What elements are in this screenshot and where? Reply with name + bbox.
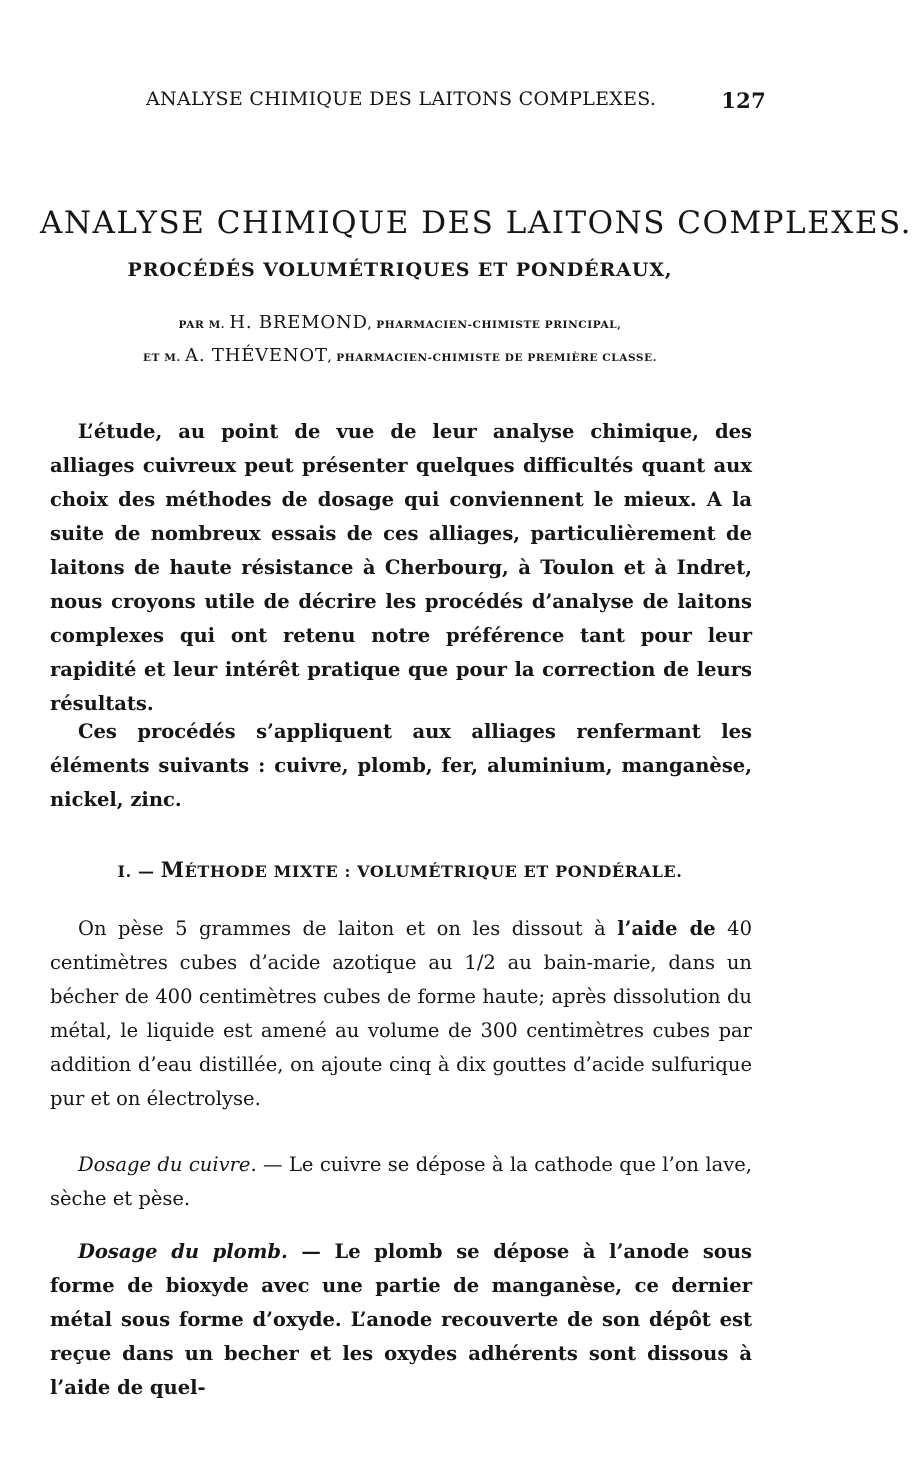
- method-paragraph: [50, 912, 752, 1116]
- author-prefix: ET M.: [143, 352, 181, 364]
- method-text-rest: 40 centimètres cubes d’acide azotique au 1/2 au bain-marie, dans un bécher de 400 centimètres cubes de forme haute; après dissolution du métal, le liquide est amené au volume de 300 centimètres cubes par addition d’eau distillée, on ajoute cinq à dix gouttes d’acide sulfurique pur et on électrolyse.: [50, 917, 752, 1110]
- lead-text: — Le plomb se dépose à l’anode sous forme de bioxyde avec une partie de manganèse, ce dernier métal sous forme d’oxyde. L’anode recouverte de son dépôt est reçue dans un becher et les oxydes adhérents sont dissous à l’aide de quel-: [50, 1240, 752, 1399]
- author-prefix: PAR M.: [178, 319, 226, 331]
- copper-text: — Le cuivre se dépose à la cathode que l’on lave, sèche et pèse.: [50, 1153, 753, 1210]
- intro-paragraph: L’étude, au point de vue de leur analyse chimique, des alliages cuivreux peut présenter quelques difficultés quant aux choix des méthodes de dosage qui conviennent le mieux. A la suite de nombreux essais de ces alliages, particulièrement de laitons de haute résistance à Cherbourg, à Toulon et à Indret, nous croyons utile de décrire les procédés d’analyse de laitons complexes qui ont retenu notre préférence tant pour leur rapidité et leur intérêt pratique que pour la correction de leurs résultats.: [50, 420, 752, 715]
- copper-paragraph: [50, 1148, 752, 1216]
- author-line-1: [30, 312, 770, 333]
- section-number: I. —: [117, 862, 155, 881]
- elements-paragraph: Ces procédés s’appliquent aux alliages renfermant les éléments suivants : cuivre, plomb, fer, aluminium, manganèse, nickel, zinc.: [50, 720, 752, 811]
- section-title: ÉTHODE MIXTE : VOLUMÉTRIQUE ET PONDÉRALE.: [184, 862, 683, 881]
- lead-heading: Dosage du plomb.: [78, 1240, 288, 1263]
- method-text: On pèse 5 grammes de laiton et on les dissout à: [78, 917, 618, 940]
- author-name: A. THÉVENOT: [185, 345, 328, 366]
- author-line-2: [30, 345, 770, 366]
- article-title: ANALYSE CHIMIQUE DES LAITONS COMPLEXES.: [40, 205, 912, 241]
- lead-paragraph: [50, 1235, 752, 1405]
- running-title: ANALYSE CHIMIQUE DES LAITONS COMPLEXES.: [146, 88, 657, 110]
- section-heading: [40, 857, 760, 882]
- author-role: , PHARMACIEN-CHIMISTE DE PREMIÈRE CLASSE.: [327, 352, 657, 364]
- author-name: H. BREMOND: [229, 312, 368, 333]
- article-subtitle: PROCÉDÉS VOLUMÉTRIQUES ET PONDÉRAUX,: [127, 259, 673, 281]
- author-role: , PHARMACIEN-CHIMISTE PRINCIPAL,: [367, 319, 622, 331]
- running-head: [146, 88, 766, 118]
- section-title-initial: M: [160, 857, 185, 882]
- method-text-bold: l’aide de: [617, 917, 716, 940]
- copper-heading: Dosage du cuivre.: [78, 1153, 257, 1176]
- page-number: 127: [721, 88, 766, 113]
